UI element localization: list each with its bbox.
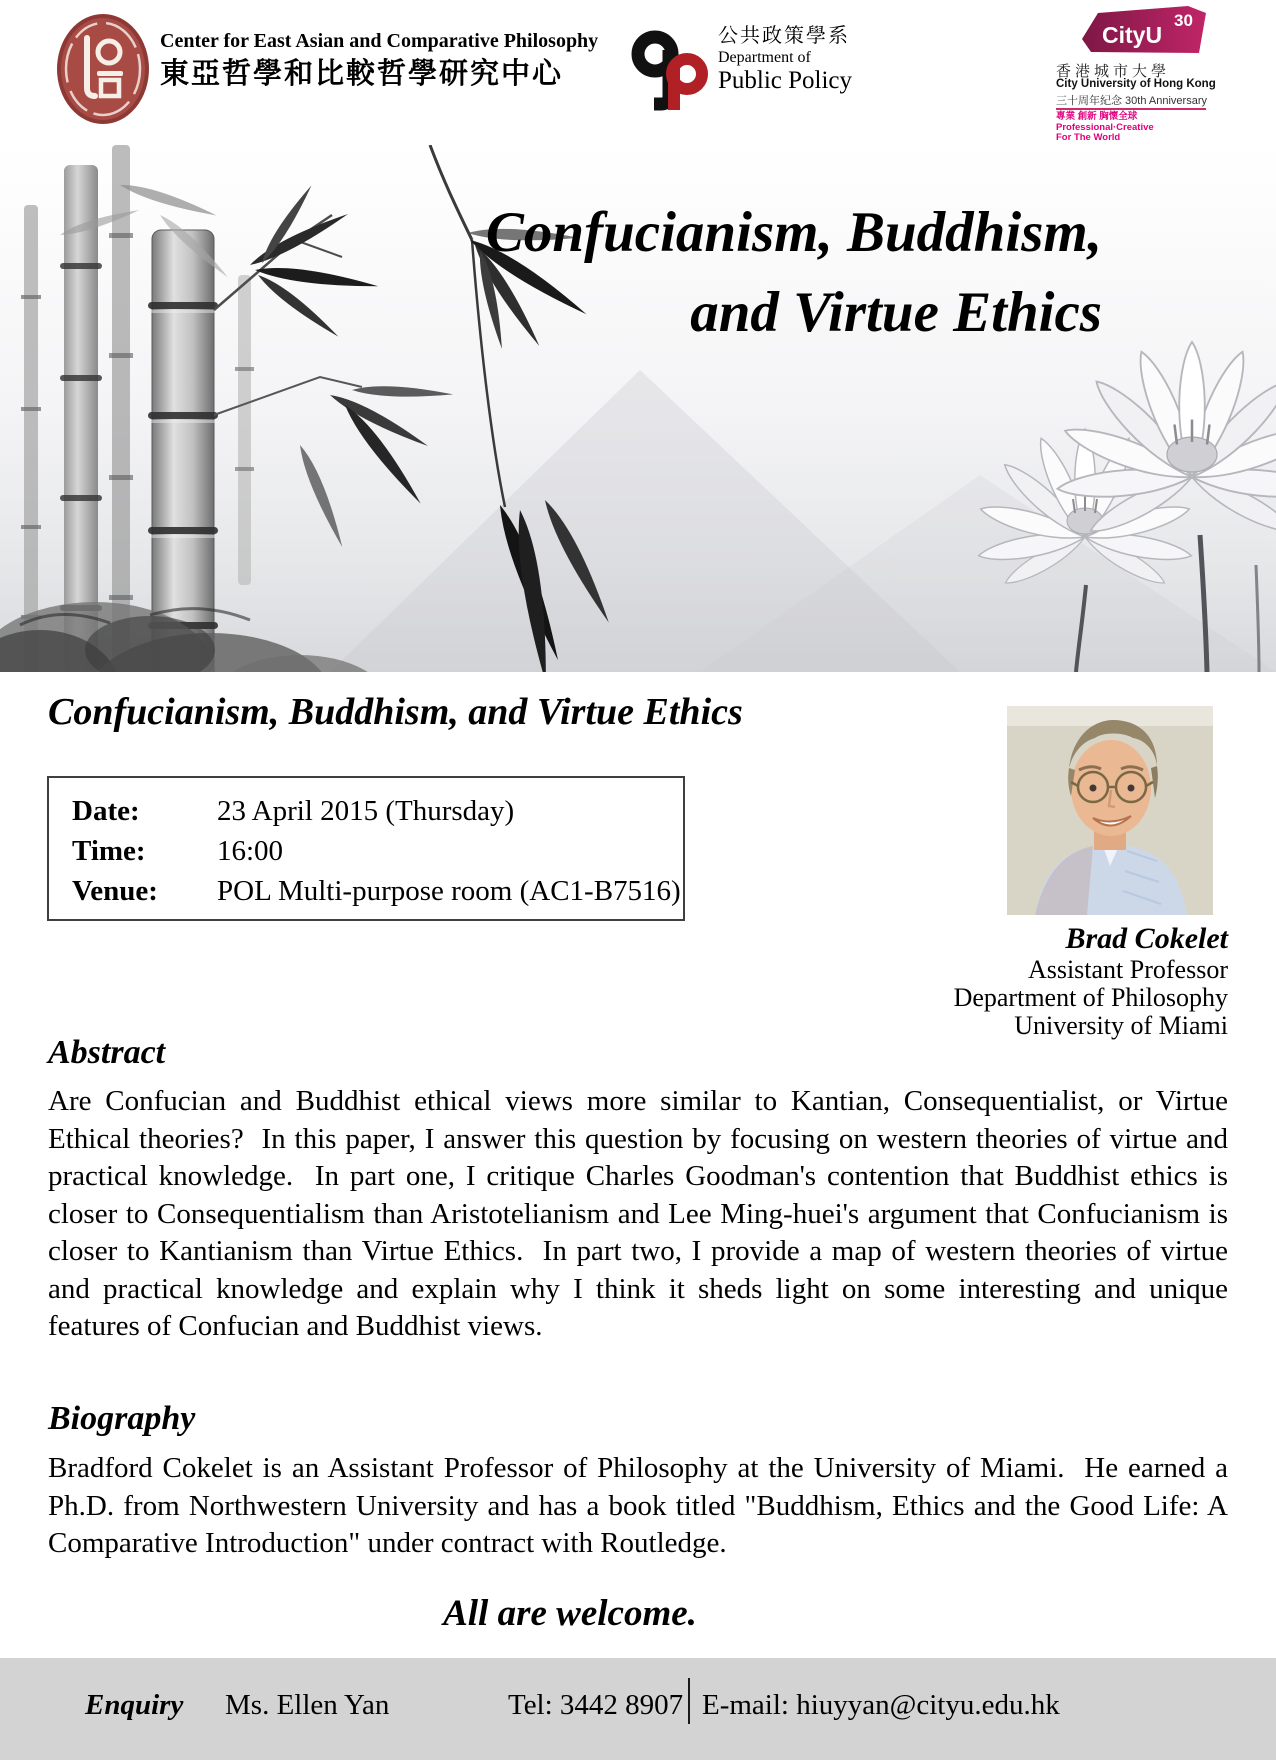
footer-bar xyxy=(0,1658,1276,1760)
pol-title-block xyxy=(718,26,938,93)
date-value: 23 April 2015 (Thursday) xyxy=(217,795,515,827)
speaker-university: University of Miami xyxy=(1014,1011,1228,1040)
ceacop-name-zh: 東亞哲學和比較哲學研究中心 xyxy=(160,58,564,90)
speaker-title: Assistant Professor xyxy=(1027,955,1228,984)
cityu-tagline-en1: Professional·Creative xyxy=(1056,121,1154,133)
footer-divider xyxy=(688,1678,690,1724)
cityu-tagline-zh: 專業 創新 胸懷全球 xyxy=(1056,111,1138,122)
ceacop-seal-icon xyxy=(57,14,149,124)
cityu-30-banner-icon xyxy=(1082,6,1208,56)
enquiry-email: E-mail: hiuyyan@cityu.edu.hk xyxy=(702,1689,1060,1721)
date-label: Date: xyxy=(72,795,140,827)
qp-logo-icon xyxy=(628,26,714,112)
enquiry-tel: Tel: 3442 8907 xyxy=(508,1689,684,1721)
banner-title xyxy=(486,193,1102,353)
cityu-tagline xyxy=(1056,112,1154,144)
cityu-divider xyxy=(1056,108,1206,110)
time-label: Time: xyxy=(72,835,146,867)
detail-row-date xyxy=(72,791,683,831)
ceacop-name-en: Center for East Asian and Comparative Philosophy xyxy=(160,30,599,52)
welcome-line: All are welcome. xyxy=(443,1593,697,1634)
venue-value: POL Multi-purpose room (AC1-B7516) xyxy=(217,875,681,907)
speaker-department: Department of Philosophy xyxy=(953,983,1228,1012)
time-value: 16:00 xyxy=(217,835,284,867)
speaker-photo xyxy=(1007,706,1213,915)
pol-dept-zh: 公共政策學系 xyxy=(718,25,850,47)
biography-paragraph: Bradford Cokelet is an Assistant Professor of Philosophy at the University of Miami. He earned a Ph.D. from Northwestern University and has a book titled "Buddhism, Ethics and the Good Life: A Comparative Introduction" under contract with Routledge. xyxy=(48,1452,1236,1559)
abstract-heading: Abstract xyxy=(48,1034,166,1071)
enquiry-label: Enquiry xyxy=(85,1689,184,1721)
cityu-name-en: City University of Hong Kong xyxy=(1056,78,1216,90)
speaker-caption xyxy=(820,922,1228,1040)
event-details-box xyxy=(47,776,685,921)
cityu-name-zh: 香港城市大學 xyxy=(1056,63,1171,80)
ceacop-title-block xyxy=(160,28,630,94)
abstract-paragraph: Are Confucian and Buddhist ethical views more similar to Kantian, Consequentialist, or Virtue Ethical theories? In this paper, I answer this question by focusing on western theories of virtue and practical knowledge. In part one, I critique Charles Goodman's contention that Buddhist ethics is closer to Consequentialism than Aristotelianism and Lee Ming-huei's argument that Confucianism is closer to Kantianism than Virtue Ethics. In part two, I provide a map of western theories of virtue and practical knowledge and explain why I think it sheds light on some interesting and unique features of Confucian and Buddhist views. xyxy=(48,1085,1236,1342)
cityu-wordmark: CityU xyxy=(1102,22,1163,48)
cityu-anniversary: 三十周年紀念 30th Anniversary xyxy=(1056,95,1207,107)
detail-row-time xyxy=(72,831,683,871)
venue-label: Venue: xyxy=(72,875,158,907)
cityu-30-sup: 30 xyxy=(1174,11,1193,30)
banner xyxy=(0,145,1276,672)
banner-title-line2: and Virtue Ethics xyxy=(690,281,1102,344)
pol-dept-en-line2: Public Policy xyxy=(718,67,853,94)
detail-row-venue xyxy=(72,871,683,911)
banner-title-line1: Confucianism, Buddhism, xyxy=(485,201,1102,264)
biography-text xyxy=(48,1450,1236,1563)
cityu-tagline-en2: For The World xyxy=(1056,132,1121,143)
pol-dept-en-line1: Department of xyxy=(718,49,811,66)
enquiry-contact-name: Ms. Ellen Yan xyxy=(225,1689,390,1721)
speaker-name: Brad Cokelet xyxy=(1065,922,1228,955)
abstract-text xyxy=(48,1083,1236,1346)
talk-title: Confucianism, Buddhism, and Virtue Ethics xyxy=(48,691,743,733)
header xyxy=(0,0,1276,145)
biography-heading: Biography xyxy=(48,1400,196,1437)
